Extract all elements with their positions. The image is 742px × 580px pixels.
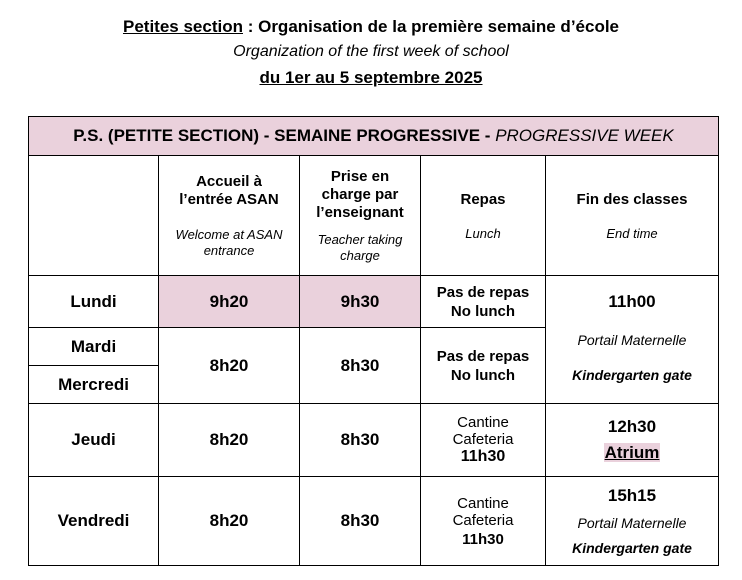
title-rest: : Organisation de la première semaine d’école — [242, 17, 620, 36]
day-friday: Vendredi — [57, 511, 130, 530]
thursday-meal-fr: Cantine — [457, 414, 509, 431]
header-welcome-en: Welcome at ASAN entrance — [175, 226, 283, 258]
mon-wed-end-place-fr: Portail Maternelle — [577, 332, 687, 348]
thursday-welcome-time: 8h20 — [209, 430, 249, 449]
day-wednesday: Mercredi — [58, 374, 129, 394]
title-section-name: Petites section — [122, 17, 243, 36]
thursday-end-place: Atrium — [604, 443, 660, 462]
header-end-en: End time — [606, 225, 658, 241]
thursday-meal-en: Cafeteria — [452, 431, 514, 448]
monday-meal-en: No lunch — [450, 302, 516, 320]
banner-row — [29, 117, 718, 155]
friday-teacher-time: 8h30 — [340, 511, 380, 530]
header-welcome — [159, 156, 299, 275]
thursday-meal-time: 11h30 — [460, 448, 506, 465]
friday-meal-en: Cafeteria — [452, 511, 514, 529]
thursday-end-time: 12h30 — [607, 417, 657, 436]
friday-welcome-time: 8h20 — [209, 511, 249, 530]
banner-title-en: PROGRESSIVE WEEK — [495, 126, 674, 145]
header-teacher — [300, 156, 420, 275]
tue-wed-welcome-time: 8h20 — [209, 355, 249, 375]
friday-end — [546, 477, 718, 565]
friday-meal-fr: Cantine — [457, 494, 509, 512]
header-welcome-fr: Accueil à l’entrée ASAN — [179, 172, 279, 208]
banner-title — [73, 126, 673, 146]
day-monday: Lundi — [70, 291, 117, 311]
header-end-fr: Fin des classes — [576, 190, 688, 208]
friday-end-place-fr: Portail Maternelle — [577, 515, 687, 531]
day-tuesday: Mardi — [70, 336, 117, 356]
page-title — [0, 17, 742, 37]
friday-end-place-en: Kindergarten gate — [572, 540, 692, 556]
mon-wed-end-time: 11h00 — [608, 292, 656, 311]
friday-end-time: 15h15 — [607, 486, 657, 505]
header-teacher-en: Teacher taking charge — [317, 231, 403, 263]
header-meal — [421, 156, 545, 275]
header-teacher-fr: Prise en charge par l’enseignant — [316, 167, 404, 221]
border-line — [28, 565, 719, 566]
friday-meal-time: 11h30 — [462, 530, 504, 548]
monday-meal-fr: Pas de repas — [436, 283, 530, 301]
header-meal-fr: Repas — [460, 190, 506, 208]
tue-wed-teacher-time: 8h30 — [340, 355, 380, 375]
mon-wed-end — [546, 276, 718, 403]
monday-meal — [421, 276, 545, 327]
thursday-teacher-time: 8h30 — [340, 430, 380, 449]
friday-meal — [421, 477, 545, 565]
tue-wed-meal — [421, 328, 545, 403]
mon-wed-end-place-en: Kindergarten gate — [572, 367, 692, 383]
tue-wed-meal-fr: Pas de repas — [436, 347, 530, 365]
header-meal-en: Lunch — [465, 225, 501, 241]
monday-welcome-time: 9h20 — [209, 291, 249, 311]
border-line — [28, 116, 719, 117]
header-end — [546, 156, 718, 275]
page-subtitle: Organization of the first week of school — [233, 43, 509, 60]
day-thursday: Jeudi — [71, 430, 116, 449]
tue-wed-meal-en: No lunch — [450, 366, 516, 384]
banner-title-fr: P.S. (PETITE SECTION) - SEMAINE PROGRESSIVE - — [73, 126, 496, 145]
thursday-meal — [421, 404, 545, 476]
date-range: du 1er au 5 septembre 2025 — [259, 68, 483, 87]
thursday-end — [546, 404, 718, 476]
border-line — [718, 116, 719, 566]
monday-teacher-time: 9h30 — [340, 291, 380, 311]
